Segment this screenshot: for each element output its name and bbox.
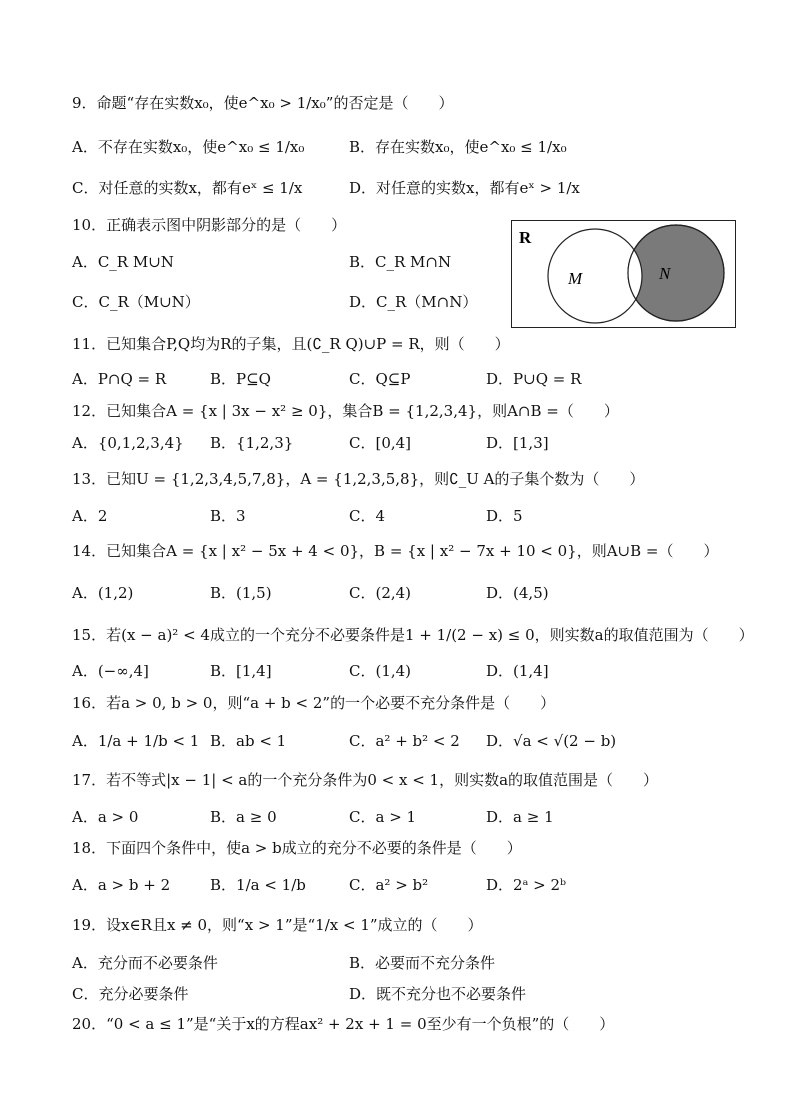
question-9: 9．命题“存在实数x₀，使e^x₀ > 1/x₀”的否定是（ ）	[72, 94, 454, 112]
q12-option-d: D．[1,3]	[486, 434, 549, 452]
question-16: 16．若a > 0, b > 0，则“a + b < 2”的一个必要不充分条件是（ ）	[72, 694, 556, 712]
q19-option-a: A．充分而不必要条件	[72, 954, 218, 972]
q10-option-c: C．C_R（M∪N）	[72, 293, 200, 311]
q19-option-d: D．既不充分也不必要条件	[349, 985, 527, 1003]
q18-option-d: D．2ᵃ > 2ᵇ	[486, 876, 567, 894]
question-11: 11．已知集合P,Q均为R的子集，且(∁_R Q)∪P = R，则（ ）	[72, 335, 510, 353]
q15-option-a: A．(−∞,4]	[72, 662, 149, 680]
q18-option-a: A．a > b + 2	[72, 876, 171, 894]
q9-option-b: B．存在实数x₀，使e^x₀ ≤ 1/x₀	[349, 138, 567, 156]
q19-option-c: C．充分必要条件	[72, 985, 189, 1003]
question-10: 10．正确表示图中阴影部分的是（ ）	[72, 216, 347, 234]
q14-option-d: D．(4,5)	[486, 584, 549, 602]
q18-option-c: C．a² > b²	[349, 876, 429, 894]
q18-option-b: B．1/a < 1/b	[210, 876, 306, 894]
venn-diagram	[511, 220, 736, 328]
q14-option-a: A．(1,2)	[72, 584, 134, 602]
q10-option-d: D．C_R（M∩N）	[349, 293, 478, 311]
set-m-label: M	[568, 269, 583, 288]
q15-option-d: D．(1,4]	[486, 662, 549, 680]
question-17: 17．若不等式|x − 1| < a的一个充分条件为0 < x < 1，则实数a的取值范围是（ ）	[72, 771, 659, 789]
q12-option-b: B．{1,2,3}	[210, 434, 294, 452]
q17-option-c: C．a > 1	[349, 808, 417, 826]
q17-option-a: A．a > 0	[72, 808, 139, 826]
q15-option-c: C．(1,4)	[349, 662, 412, 680]
universe-label: R	[519, 228, 532, 247]
q11-option-a: A．P∩Q = R	[72, 370, 167, 388]
q13-option-a: A．2	[72, 507, 108, 525]
q9-option-a: A．不存在实数x₀，使e^x₀ ≤ 1/x₀	[72, 138, 305, 156]
q17-option-b: B．a ≥ 0	[210, 808, 277, 826]
q13-option-b: B．3	[210, 507, 246, 525]
q19-option-b: B．必要而不充分条件	[349, 954, 496, 972]
question-12: 12．已知集合A = {x | 3x − x² ≥ 0}，集合B = {1,2,3,4}，则A∩B =（ ）	[72, 402, 619, 420]
question-19: 19．设x∈R且x ≠ 0，则“x > 1”是“1/x < 1”成立的（ ）	[72, 916, 483, 934]
question-14: 14．已知集合A = {x | x² − 5x + 4 < 0}，B = {x | x² − 7x + 10 < 0}，则A∪B =（ ）	[72, 542, 719, 560]
q17-option-d: D．a ≥ 1	[486, 808, 554, 826]
q11-option-b: B．P⊆Q	[210, 370, 271, 388]
question-18: 18．下面四个条件中，使a > b成立的充分不必要的条件是（ ）	[72, 839, 522, 857]
q11-option-d: D．P∪Q = R	[486, 370, 582, 388]
question-13: 13．已知U = {1,2,3,4,5,7,8}，A = {1,2,3,5,8}，则∁_U A的子集个数为（ ）	[72, 470, 645, 488]
q14-option-c: C．(2,4)	[349, 584, 412, 602]
q14-option-b: B．(1,5)	[210, 584, 272, 602]
venn-svg	[512, 221, 735, 327]
q16-option-b: B．ab < 1	[210, 732, 287, 750]
q9-option-c: C．对任意的实数x，都有eˣ ≤ 1/x	[72, 179, 303, 197]
q10-option-a: A．C_R M∪N	[72, 253, 174, 271]
q12-option-c: C．[0,4]	[349, 434, 412, 452]
q12-option-a: A．{0,1,2,3,4}	[72, 434, 184, 452]
question-20: 20．“0 < a ≤ 1”是“关于x的方程ax² + 2x + 1 = 0至少有一个负根”的（ ）	[72, 1015, 615, 1033]
q13-option-d: D．5	[486, 507, 523, 525]
question-15: 15．若(x − a)² < 4成立的一个充分不必要条件是1 + 1/(2 − x) ≤ 0，则实数a的取值范围为（ ）	[72, 626, 754, 644]
q11-option-c: C．Q⊆P	[349, 370, 411, 388]
q10-option-b: B．C_R M∩N	[349, 253, 452, 271]
q16-option-a: A．1/a + 1/b < 1	[72, 732, 200, 750]
set-n-label: N	[659, 264, 671, 283]
q13-option-c: C．4	[349, 507, 386, 525]
q16-option-d: D．√a < √(2 − b)	[486, 732, 617, 750]
q15-option-b: B．[1,4]	[210, 662, 272, 680]
q16-option-c: C．a² + b² < 2	[349, 732, 460, 750]
q9-option-d: D．对任意的实数x，都有eˣ > 1/x	[349, 179, 580, 197]
